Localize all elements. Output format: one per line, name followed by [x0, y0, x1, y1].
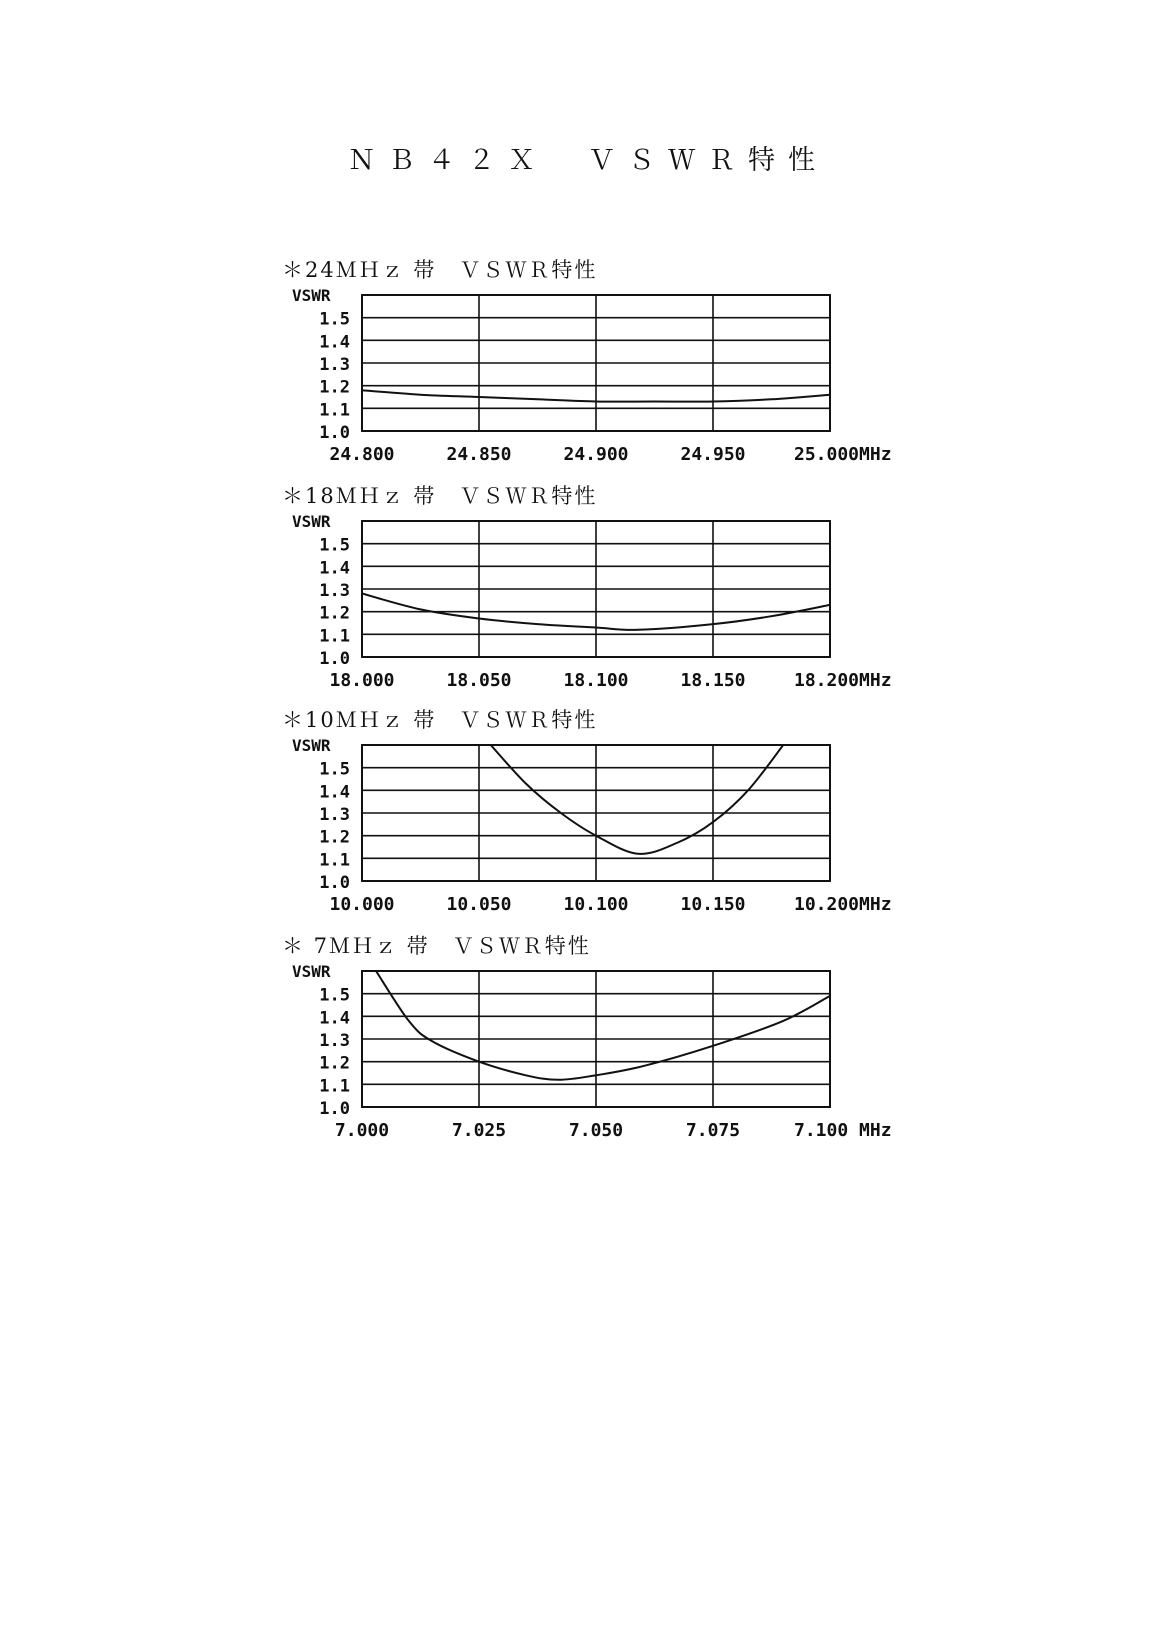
chart-title: ＊ 7ＭＨｚ 帯 ＶＳＷＲ特性: [282, 934, 591, 958]
y-tick-label: 1.1: [319, 1076, 350, 1097]
y-tick-label: 1.3: [319, 1031, 350, 1051]
x-tick-label: 10.000: [329, 894, 395, 915]
y-tick-label: 1.5: [319, 309, 350, 330]
chart-4: [282, 934, 892, 1141]
x-tick-label: 18.050: [446, 670, 512, 691]
y-tick-label: 1.4: [319, 782, 350, 803]
chart-title: ＊18ＭＨｚ 帯 ＶＳＷＲ特性: [282, 484, 598, 508]
y-axis-label: VSWR: [292, 286, 331, 305]
y-tick-label: 1.5: [319, 535, 350, 556]
x-tick-label: 18.200MHz: [794, 670, 892, 691]
x-tick-label: 10.200MHz: [794, 894, 892, 915]
chart-title: ＊24ＭＨｚ 帯 ＶＳＷＲ特性: [282, 258, 598, 282]
x-tick-label: 24.850: [446, 444, 512, 465]
y-tick-label: 1.0: [319, 1099, 350, 1119]
chart-3: [282, 708, 892, 915]
y-tick-label: 1.4: [319, 1008, 350, 1029]
chart-1: [282, 258, 892, 465]
vswr-curve: [376, 971, 830, 1080]
x-tick-label: 7.100 MHz: [794, 1120, 892, 1141]
y-tick-label: 1.0: [319, 873, 350, 893]
y-axis-label: VSWR: [292, 962, 331, 981]
x-tick-label: 18.000: [329, 670, 395, 691]
page-title: ＮＢ４２Ｘ ＶＳＷＲ特性: [348, 145, 828, 176]
x-tick-label: 7.075: [685, 1120, 741, 1141]
y-tick-label: 1.4: [319, 332, 350, 353]
x-tick-label: 24.900: [563, 444, 629, 465]
y-tick-label: 1.1: [319, 626, 350, 647]
y-axis-label: VSWR: [292, 736, 331, 755]
x-tick-label: 10.050: [446, 894, 512, 915]
y-tick-label: 1.1: [319, 850, 350, 871]
x-tick-label: 7.025: [451, 1120, 507, 1141]
y-axis-label: VSWR: [292, 512, 331, 531]
y-tick-label: 1.0: [319, 649, 350, 669]
chart-title: ＊10ＭＨｚ 帯 ＶＳＷＲ特性: [282, 708, 598, 732]
x-tick-label: 10.150: [680, 894, 746, 915]
x-tick-label: 10.100: [563, 894, 629, 915]
y-tick-label: 1.2: [319, 827, 350, 848]
chart-2: [282, 484, 892, 691]
y-tick-label: 1.5: [319, 759, 350, 780]
x-tick-label: 25.000MHz: [794, 444, 892, 465]
y-tick-label: 1.3: [319, 805, 350, 825]
x-tick-label: 24.800: [329, 444, 395, 465]
x-tick-label: 7.050: [568, 1120, 624, 1141]
y-tick-label: 1.2: [319, 1053, 350, 1074]
x-tick-label: 24.950: [680, 444, 746, 465]
x-tick-label: 7.000: [334, 1120, 390, 1141]
y-tick-label: 1.2: [319, 377, 350, 398]
y-tick-label: 1.5: [319, 985, 350, 1006]
y-tick-label: 1.0: [319, 423, 350, 443]
y-tick-label: 1.3: [319, 581, 350, 601]
x-tick-label: 18.150: [680, 670, 746, 691]
vswr-curve: [491, 745, 784, 854]
y-tick-label: 1.3: [319, 355, 350, 375]
y-tick-label: 1.2: [319, 603, 350, 624]
x-tick-label: 18.100: [563, 670, 629, 691]
y-tick-label: 1.1: [319, 400, 350, 421]
y-tick-label: 1.4: [319, 558, 350, 579]
